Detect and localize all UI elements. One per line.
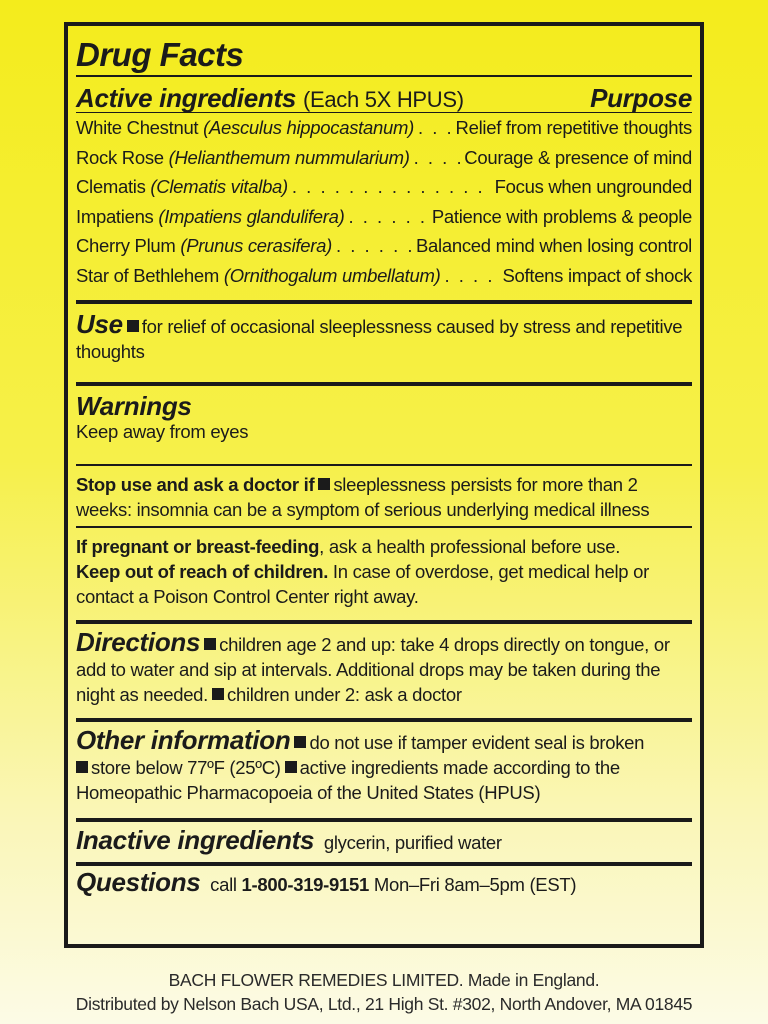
- ingredient-name: Rock Rose: [76, 146, 164, 168]
- bullet-square-icon: [127, 320, 139, 332]
- ingredient-purpose: Focus when ungrounded: [494, 176, 692, 197]
- active-ingredients-heading-group: [76, 83, 464, 114]
- ingredient-row: [76, 147, 692, 177]
- ingredient-purpose: Relief from repetitive thoughts: [455, 117, 692, 138]
- questions-call: call: [210, 874, 237, 895]
- ingredient-latin: (Ornithogalum umbellatum): [223, 264, 441, 286]
- questions-heading: Questions: [76, 867, 201, 897]
- ingredient-name: Cherry Plum: [76, 235, 176, 256]
- active-ingredients-header: [76, 77, 692, 113]
- questions-hours: Mon–Fri 8am–5pm (EST): [373, 874, 577, 895]
- ingredient-row: [76, 176, 692, 206]
- directions-item-1: children age 2 and up: take 4 drops directly on tongue, or add to water and sip at intervals. Additional drops may be taken during the night as needed.: [76, 634, 670, 705]
- stop-use-text: sleeplessness persists for more than 2 weeks: insomnia can be a symptom of serious underlying medical illness: [76, 474, 650, 520]
- purpose-heading: Purpose: [590, 83, 692, 113]
- ingredient-row: [76, 117, 692, 147]
- active-ingredients-heading: Active ingredients: [76, 83, 296, 113]
- other-item-2: store below 77ºF (25ºC): [91, 757, 281, 778]
- eyes-warning: Keep away from eyes: [76, 421, 249, 442]
- use-heading: Use: [76, 309, 123, 339]
- use-text: for relief of occasional sleeplessness caused by stress and repetitive thoughts: [76, 316, 683, 362]
- ingredient-purpose: Softens impact of shock: [502, 264, 692, 286]
- ingredient-purpose: Balanced mind when losing control: [416, 235, 692, 256]
- children-label: Keep out of reach of children.: [76, 561, 329, 582]
- stop-use-label: Stop use and ask a doctor if: [76, 474, 315, 495]
- other-item-3: active ingredients made according to the Homeopathic Pharmacopoeia of the United States (HPUS): [76, 757, 620, 803]
- ingredient-latin: (Helianthemum nummularium): [168, 146, 410, 168]
- bullet-square-icon: [212, 688, 224, 700]
- ingredient-row: [76, 206, 692, 236]
- leader-dots: [348, 206, 427, 228]
- children-text: In case of overdose, get medical help or contact a Poison Control Center right away.: [76, 561, 649, 607]
- leader-dots: [418, 117, 452, 139]
- drug-facts-title: Drug Facts: [76, 36, 244, 73]
- ingredient-name: Impatiens: [76, 205, 154, 227]
- questions-phone[interactable]: 1-800-319-9151: [241, 874, 369, 895]
- footer-line-1: BACH FLOWER REMEDIES LIMITED. Made in England.: [168, 970, 600, 990]
- directions-section: [76, 624, 692, 722]
- bullet-square-icon: [294, 736, 306, 748]
- footer: [0, 968, 768, 1016]
- active-ingredients-sub: (Each 5X HPUS): [302, 87, 464, 112]
- other-information-section: [76, 722, 692, 822]
- ingredient-row: [76, 265, 692, 295]
- bullet-square-icon: [204, 638, 216, 650]
- directions-heading: Directions: [76, 627, 201, 657]
- leader-dots: [336, 235, 412, 257]
- ingredient-name: Clematis: [76, 176, 146, 197]
- inactive-ingredients-heading: Inactive ingredients: [76, 825, 315, 855]
- ingredient-latin: (Aesculus hippocastanum): [203, 117, 414, 138]
- ingredient-latin: (Clematis vitalba): [150, 176, 288, 197]
- ingredient-row: [76, 235, 692, 265]
- ingredient-latin: (Impatiens glandulifera): [158, 205, 345, 227]
- warnings-heading: Warnings: [76, 391, 192, 421]
- warnings-section: [76, 386, 692, 624]
- stop-use-block: [76, 466, 692, 528]
- leader-dots: [414, 147, 461, 169]
- other-item-1: do not use if tamper evident seal is broken: [309, 732, 645, 753]
- bullet-square-icon: [318, 478, 330, 490]
- footer-line-2: Distributed by Nelson Bach USA, Ltd., 21 High St. #302, North Andover, MA 01845: [75, 994, 693, 1014]
- ingredient-name: Star of Bethlehem: [76, 264, 219, 286]
- questions-section: [76, 866, 692, 906]
- leader-dots: [444, 265, 498, 287]
- other-information-heading: Other information: [76, 725, 291, 755]
- drug-facts-panel: [64, 22, 704, 948]
- ingredient-purpose: Courage & presence of mind: [464, 146, 692, 168]
- bullet-square-icon: [285, 761, 297, 773]
- active-ingredients-section: [76, 26, 692, 304]
- pregnancy-block: [76, 528, 692, 620]
- ingredient-name: White Chestnut: [76, 117, 199, 138]
- bullet-square-icon: [76, 761, 88, 773]
- inactive-ingredients-section: [76, 822, 692, 866]
- warnings-top: [76, 386, 692, 466]
- ingredient-list: [76, 113, 692, 300]
- ingredient-latin: (Prunus cerasifera): [180, 235, 332, 256]
- directions-item-2: children under 2: ask a doctor: [227, 684, 462, 705]
- leader-dots: [292, 176, 491, 198]
- pregnant-text: , ask a health professional before use.: [319, 536, 621, 557]
- drug-facts-title-row: [76, 26, 692, 77]
- pregnant-label: If pregnant or breast-feeding: [76, 536, 320, 557]
- inactive-ingredients-text: glycerin, purified water: [323, 832, 502, 853]
- ingredient-purpose: Patience with problems & people: [431, 205, 692, 227]
- use-section: [76, 304, 692, 386]
